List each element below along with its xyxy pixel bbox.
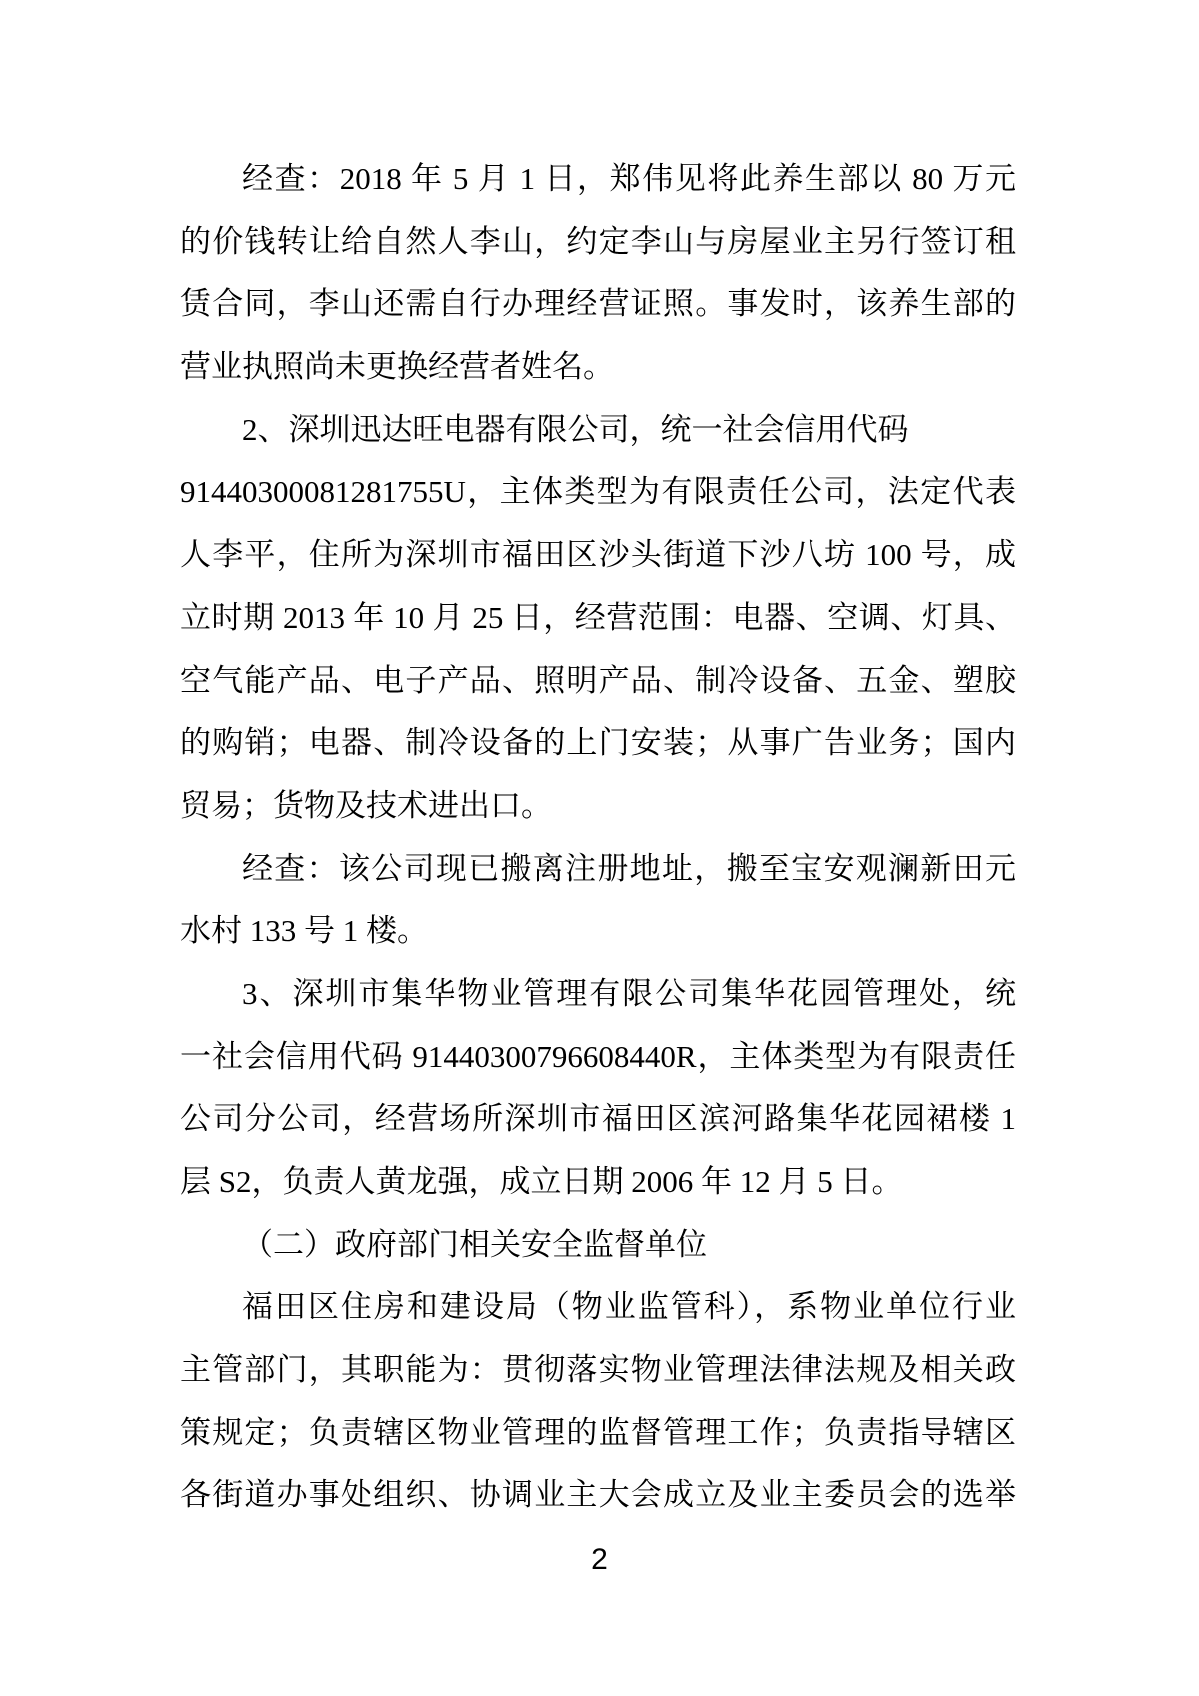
document-body (180, 148, 1016, 1527)
paragraph-line: 91440300081281755U，主体类型为有限责任公司，法定代表 (180, 474, 1016, 510)
paragraph-line: 各街道办事处组织、协调业主大会成立及业主委员会的选举 (180, 1477, 1016, 1513)
paragraph-line: 经查：该公司现已搬离注册地址，搬至宝安观澜新田元 (242, 850, 1016, 886)
paragraph-line: 层 S2，负责人黄龙强，成立日期 2006 年 12 月 5 日。 (180, 1164, 903, 1199)
paragraph-line: 的价钱转让给自然人李山，约定李山与房屋业主另行签订租 (180, 223, 1016, 259)
paragraph-line: 人李平，住所为深圳市福田区沙头街道下沙八坊 100 号，成 (180, 537, 1016, 573)
paragraph-line: 一社会信用代码 91440300796608440R，主体类型为有限责任 (180, 1038, 1016, 1074)
paragraph-line: 公司分公司，经营场所深圳市福田区滨河路集华花园裙楼 1 (180, 1101, 1016, 1137)
paragraph-line: 主管部门，其职能为：贯彻落实物业管理法律法规及相关政 (180, 1352, 1016, 1388)
page-number: 2 (591, 1543, 608, 1576)
section-heading-line: （二）政府部门相关安全监督单位 (242, 1226, 707, 1262)
paragraph-line: 水村 133 号 1 楼。 (180, 913, 428, 949)
paragraph-line: 营业执照尚未更换经营者姓名。 (180, 349, 614, 385)
paragraph-line: 策规定；负责辖区物业管理的监督管理工作；负责指导辖区 (180, 1414, 1016, 1450)
paragraph-line: 经查：2018 年 5 月 1 日，郑伟见将此养生部以 80 万元 (242, 161, 1016, 196)
paragraph-line: 2、深圳迅达旺电器有限公司，统一社会信用代码 (242, 411, 909, 447)
paragraph-line: 贸易；货物及技术进出口。 (180, 787, 552, 823)
paragraph-line: 空气能产品、电子产品、照明产品、制冷设备、五金、塑胶 (180, 662, 1016, 698)
paragraph-line: 的购销；电器、制冷设备的上门安装；从事广告业务；国内 (180, 725, 1016, 761)
paragraph-line: 3、深圳市集华物业管理有限公司集华花园管理处，统 (242, 975, 1016, 1011)
paragraph-line: 赁合同，李山还需自行办理经营证照。事发时，该养生部的 (180, 286, 1016, 322)
paragraph-line: 立时期 2013 年 10 月 25 日，经营范围：电器、空调、灯具、 (180, 599, 1016, 635)
paragraph-line: 福田区住房和建设局（物业监管科），系物业单位行业 (242, 1289, 1016, 1325)
